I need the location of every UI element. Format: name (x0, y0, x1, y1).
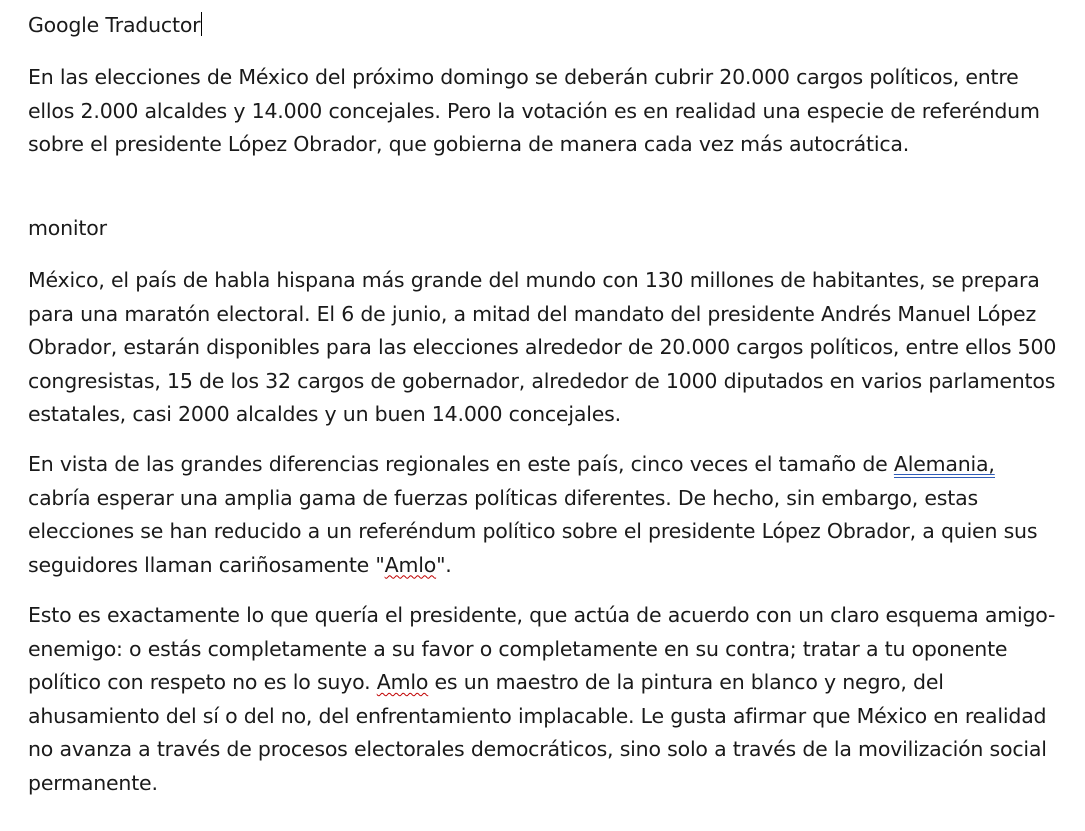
paragraph-4-text-middle: cabría esperar una amplia gama de fuerzas políticas diferentes. De hecho, sin embargo, estas elecciones se han reducido a un referéndum político sobre el presidente López Obrador, a quien sus seguidores llaman cariñosamente " (28, 485, 1038, 577)
paragraph-4-text-start: En vista de las grandes diferencias regionales en este país, cinco veces el tamaño de (28, 452, 894, 476)
paragraph-4-text-end: ". (436, 552, 452, 577)
paragraph-3[interactable]: México, el país de habla hispana más grande del mundo con 130 millones de habitantes, se prepara para una maratón electoral. El 6 de junio, a mitad del mandato del presidente Andrés Manuel López Obrador, estarán disponibles para las elecciones alrededor de 20.000 cargos políticos, entre ellos 500 congresistas, 15 de los 32 cargos de gobernador, alrededor de 1000 diputados en varios parlamentos estatales, casi 2000 alcaldes y un buen 14.000 concejales. (28, 268, 1057, 426)
spellcheck-flagged-word[interactable]: Amlo (384, 552, 437, 577)
text-cursor (201, 12, 202, 36)
spellcheck-flagged-word[interactable]: Amlo (376, 670, 429, 694)
paragraph-5-text-start: Esto es exactamente lo que quería el presidente, que actúa de acuerdo con un claro esquema amigo-enemigo: o estás completamente a su favor o completamente en su contra; tratar a tu oponente político con respeto no es lo suyo. (28, 603, 1056, 694)
document-title: Google Traductor (28, 13, 201, 37)
paragraph-4[interactable] (28, 448, 1058, 582)
paragraph-1[interactable]: En las elecciones de México del próximo domingo se deberán cubrir 20.000 cargos políticos, entre ellos 2.000 alcaldes y 14.000 concejales. Pero la votación es en realidad una especie de referéndum sobre el presidente López Obrador, que gobierna de manera cada vez más autocrática. (28, 65, 1040, 156)
alemania-link[interactable]: Alemania, (893, 452, 995, 476)
document-title-line[interactable] (28, 9, 202, 43)
paragraph-5-text-end: es un maestro de la pintura en blanco y negro, del ahusamiento del sí o del no, del enfrentamiento implacable. Le gusta afirmar que México en realidad no avanza a través de procesos electorales democráticos, sino solo a través de la movilización social permanente. (28, 670, 1047, 795)
paragraph-2[interactable]: monitor (28, 216, 107, 240)
paragraph-5[interactable] (28, 599, 1058, 800)
